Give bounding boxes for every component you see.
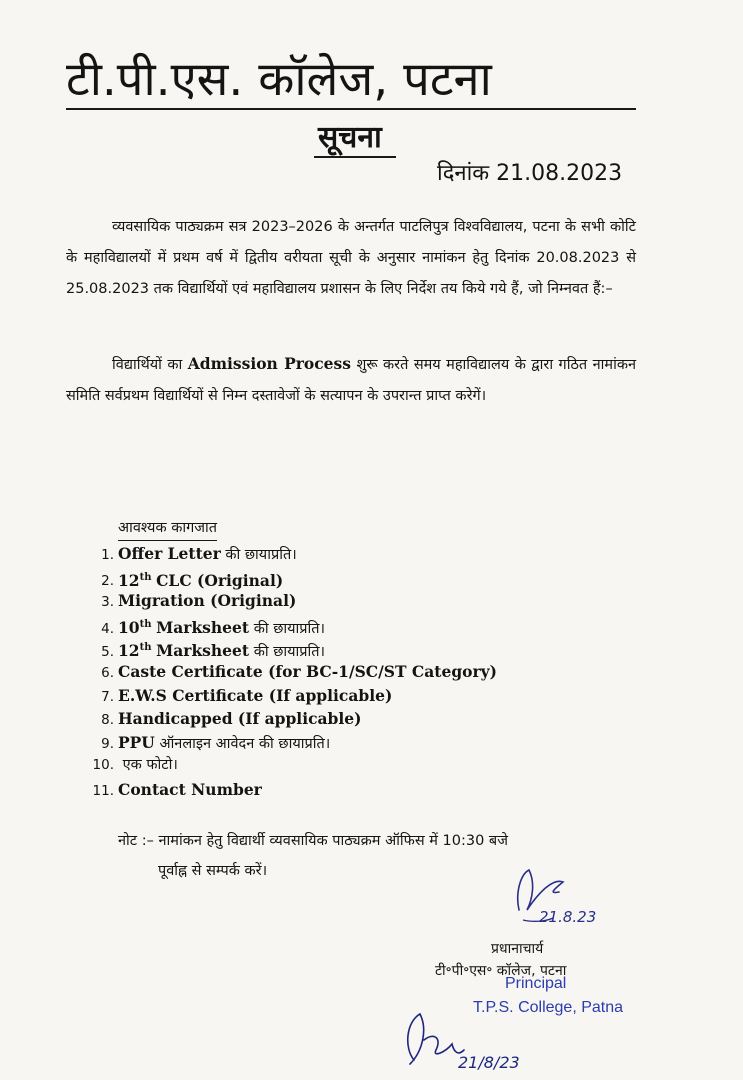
document-name: PPU [118,732,155,752]
document-name: Contact Number [118,779,262,799]
document-item [86,566,497,590]
document-number: 9. [101,735,114,752]
note-line2: पूर्वाह्न से सम्पर्क करें। [158,863,268,879]
document-ordinal-suffix: th [139,618,152,630]
paragraph-admission-process [66,348,636,412]
stamp-line1: Principal [505,975,567,992]
document-number: 11. [92,782,114,799]
document-description: की छायाप्रति। [253,644,326,661]
notice-subject: सूचना [318,120,382,155]
document-number: 3. [101,594,114,611]
document-name: Handicapped (If applicable) [118,709,362,729]
document-number: 8. [101,712,114,729]
document-number: 6. [101,664,114,681]
document-name: Offer Letter [118,544,221,563]
documents-heading: आवश्यक कागजात [118,517,217,541]
document-item [86,636,497,660]
document-name-cont: Marksheet [156,617,250,637]
document-item [86,660,497,684]
document-number: 7. [101,688,114,705]
document-number: 10. [92,757,114,774]
document-name: Caste Certificate (for BC-1/SC/ST Category) [118,661,498,681]
subject-underline [314,156,396,158]
principal-signature [505,862,645,932]
document-name: Migration (Original) [118,591,297,611]
initials-signature [398,1000,548,1080]
document-description: ऑनलाइन आवेदन की छायाप्रति। [159,735,331,752]
note-line1: नोट :– नामांकन हेतु विद्यार्थी व्यवसायिक पाठ्यक्रम ऑफिस में 10:30 बजे [118,833,508,849]
document-description: की छायाप्रति। [253,620,326,637]
initials-date: 21/8/23 [458,1053,520,1072]
document-description: एक फोटो। [122,757,178,774]
stamp-line2: T.P.S. College, Patna [473,999,624,1016]
document-description: की छायाप्रति। [225,547,297,563]
paragraph-instructions: व्यवसायिक पाठ्यक्रम सत्र 2023–2026 के अन्तर्गत पाटलिपुत्र विश्वविद्यालय, पटना के सभी कोटि के महाविद्यालयों में प्रथम वर्ष में द्वितीय वरीयता सूची के अनुसार नामांकन हेतु दिनांक 20.08.2023 से 25.08.2023 तक विद्यार्थियों एवं महाविद्यालय प्रशासन के लिए निर्देश तय किये गये हैं, जो निम्नवत हैं:– [66,219,636,297]
document-item [86,778,497,802]
signature-date: 21.8.23 [539,908,597,926]
document-ordinal-suffix: th [139,642,152,654]
document-item [86,754,497,778]
signatory-institution: टी॰पी॰एस॰ कॉलेज, पटना [435,963,567,979]
college-title: टी.पी.एस. कॉलेज, पटना [66,52,492,107]
document-number: 4. [101,620,114,637]
document-name: E.W.S Certificate (If applicable) [118,685,393,705]
document-item [86,684,497,708]
signatory-title: प्रधानाचार्य [491,941,544,957]
document-name: 10 [118,617,140,637]
document-name: 12 [118,570,140,590]
document-number: 5. [101,644,114,661]
document-item [86,707,497,731]
document-item [86,589,497,613]
document-number: 1. [101,547,114,563]
document-ordinal-suffix: th [139,571,152,583]
document-item [86,542,497,566]
title-underline [66,108,636,110]
document-item [86,613,497,637]
admission-process-highlight: Admission Process [187,354,351,373]
document-name: 12 [118,641,140,661]
document-name-cont: Marksheet [156,641,250,661]
paragraph2-after: शुरू करते समय महाविद्यालय के द्वारा गठित नामांकन समिति सर्वप्रथम विद्यार्थियों से निम्न दस्तावेजों के सत्यापन के उपरान्त प्राप्त करेगें। [66,357,637,404]
document-name-cont: CLC (Original) [156,570,284,590]
documents-list [86,542,497,802]
paragraph2-before: विद्यार्थियों का [112,357,183,373]
document-number: 2. [101,573,114,590]
notice-date: दिनांक 21.08.2023 [437,161,623,186]
document-item [86,731,497,755]
